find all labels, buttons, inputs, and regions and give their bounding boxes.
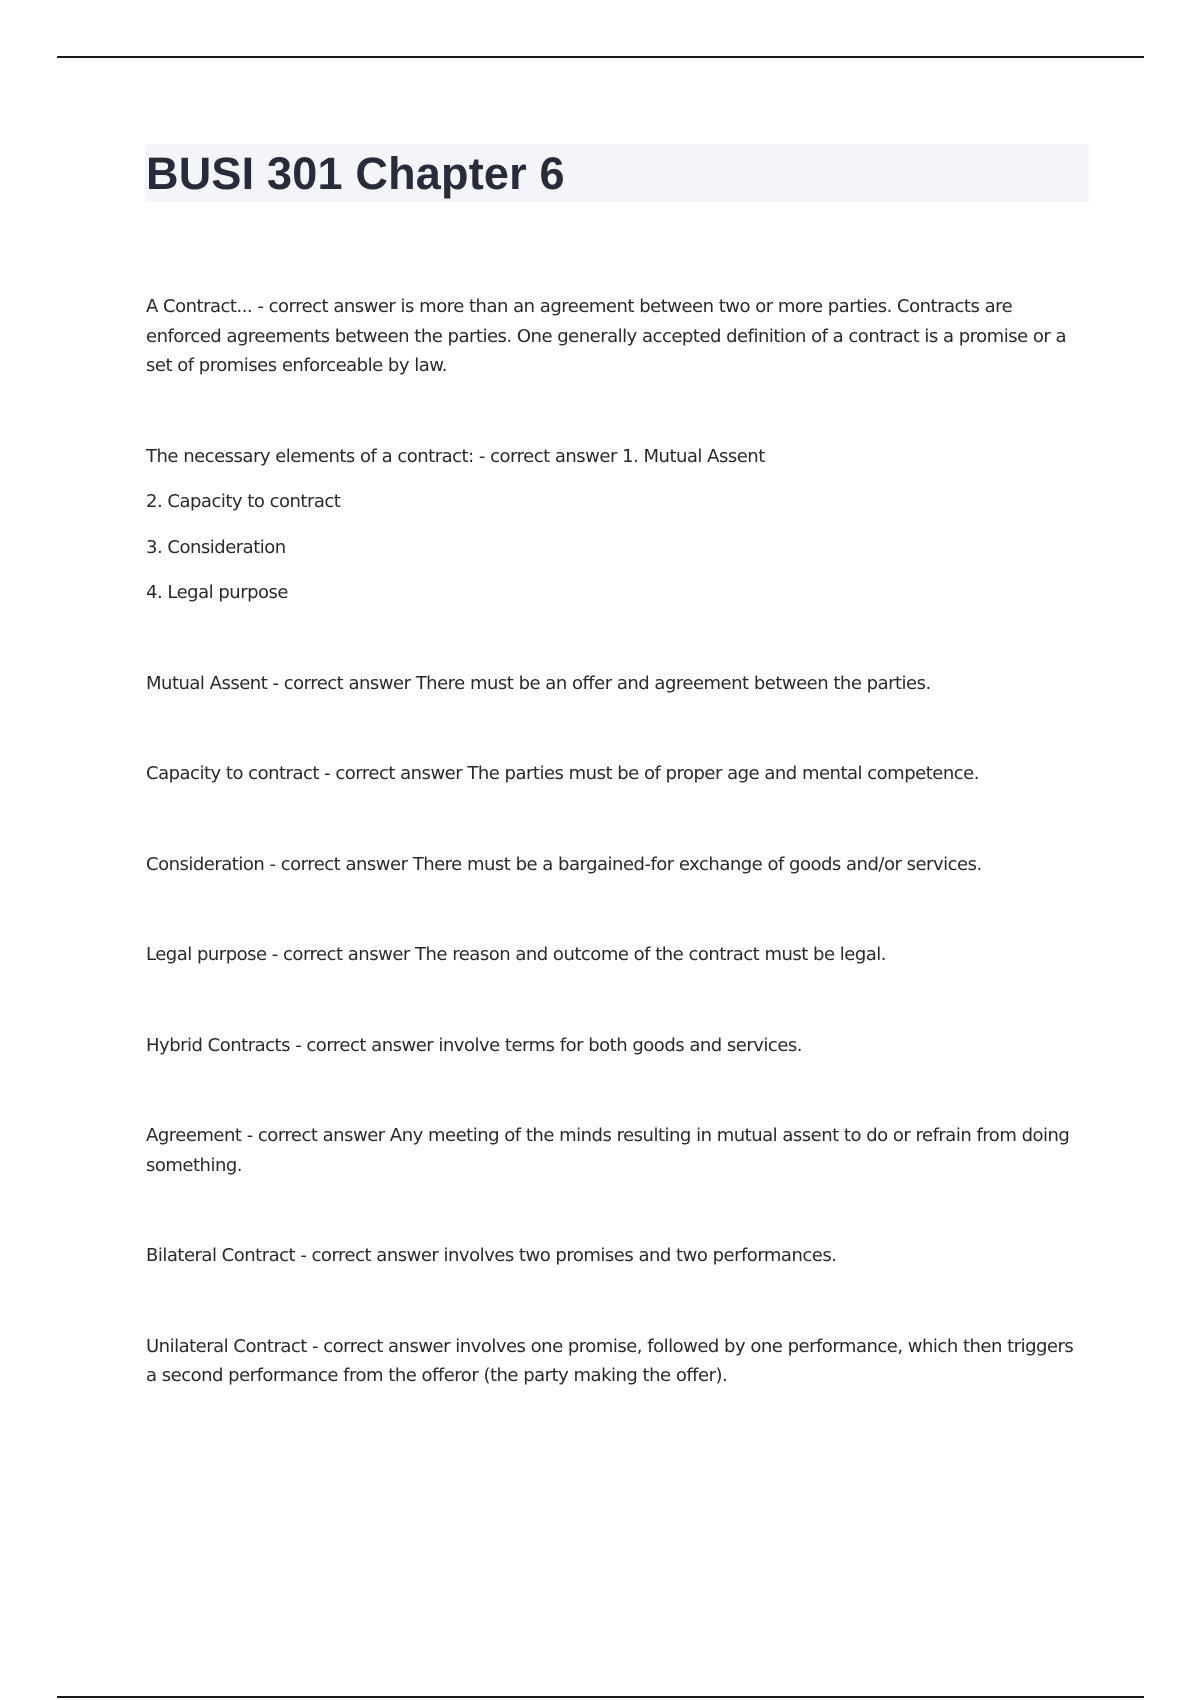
qa-entry-consideration	[146, 850, 1086, 880]
qa-entry-legal-purpose	[146, 940, 1086, 970]
qa-text: The necessary elements of a contract: - correct answer 1. Mutual Assent	[146, 445, 765, 467]
qa-text: Agreement - correct answer Any meeting of the minds resulting in mutual assent to do or refrain from doing something.	[146, 1125, 1070, 1176]
qa-entry-bilateral	[146, 1241, 1086, 1271]
bottom-rule	[57, 1696, 1144, 1698]
qa-text: Unilateral Contract - correct answer involves one promise, followed by one performance, which then triggers a second performance from the offeror (the party making the offer).	[146, 1335, 1074, 1386]
qa-entry-capacity	[146, 759, 1086, 789]
qa-text: Legal purpose - correct answer The reason and outcome of the contract must be legal.	[146, 944, 887, 965]
qa-text: Capacity to contract - correct answer The parties must be of proper age and mental competence.	[146, 763, 979, 784]
qa-entry-agreement	[146, 1121, 1086, 1180]
document-body	[146, 292, 1086, 1391]
qa-text: Bilateral Contract - correct answer involves two promises and two performances.	[146, 1245, 837, 1266]
qa-entry-elements	[146, 442, 1086, 608]
qa-list-item: 2. Capacity to contract	[146, 491, 341, 512]
qa-entry-hybrid	[146, 1031, 1086, 1061]
qa-text: A Contract... - correct answer is more than an agreement between two or more parties. Contracts are enforced agreements between the parties. One generally accepted definition of a contract is a promise or a set of promises enforceable by law.	[146, 296, 1067, 376]
qa-entry-mutual-assent	[146, 669, 1086, 699]
qa-text: Mutual Assent - correct answer There must be an offer and agreement between the parties.	[146, 672, 931, 694]
qa-list-item: 3. Consideration	[146, 536, 286, 558]
qa-entry-contract	[146, 292, 1086, 381]
page-title: BUSI 301 Chapter 6	[146, 148, 565, 199]
top-rule	[57, 56, 1144, 58]
qa-text: Consideration - correct answer There must be a bargained-for exchange of goods and/or services.	[146, 853, 982, 875]
qa-text: Hybrid Contracts - correct answer involve terms for both goods and services.	[146, 1034, 803, 1056]
qa-entry-unilateral	[146, 1332, 1086, 1391]
qa-list-item: 4. Legal purpose	[146, 582, 288, 603]
